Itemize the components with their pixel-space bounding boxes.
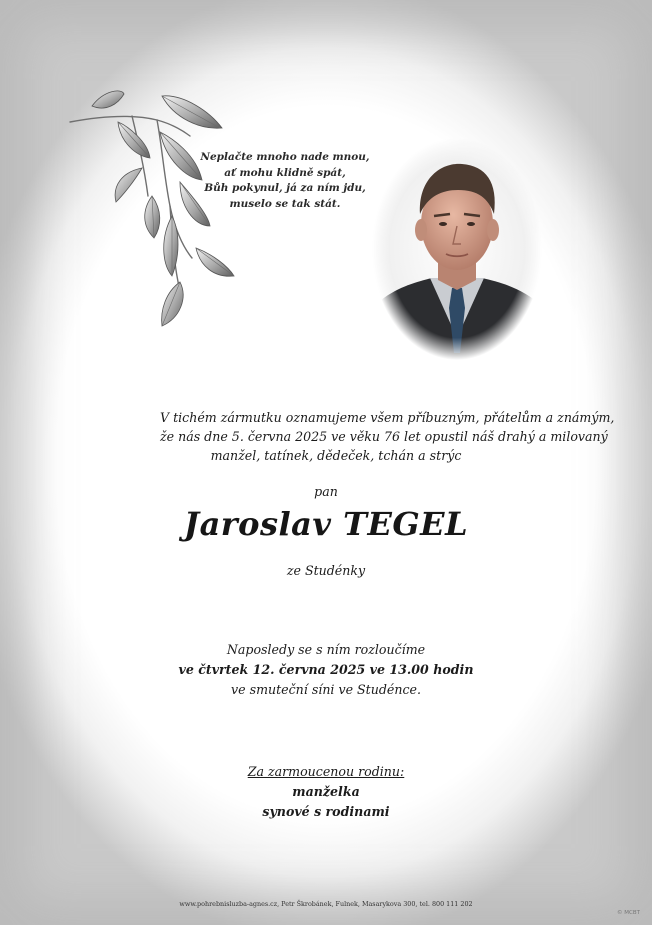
family-signature	[200, 762, 452, 822]
family-member: synové s rodinami	[262, 804, 390, 819]
deceased-name: Jaroslav TEGEL	[183, 505, 469, 543]
farewell-line: Naposledy se s ním rozloučíme	[226, 642, 426, 657]
farewell-info	[140, 640, 512, 700]
funeral-service-footer: www.pohrebnisluzba-agnes.cz, Petr Škrobánek, Fulnek, Masarykova 300, tel. 800 111 202	[179, 900, 473, 908]
salutation: pan	[314, 484, 338, 499]
poem	[196, 150, 374, 212]
announcement-line: že nás dne 5. června 2025 ve věku 76 let opustil náš drahý a milovaný	[160, 429, 608, 444]
poem-line: Neplačte mnoho nade mnou,	[200, 151, 370, 163]
poem-line: ať mohu klidně spát,	[224, 166, 346, 179]
origin: ze Studénky	[286, 563, 366, 578]
farewell-date: ve čtvrtek 12. června 2025 ve 13.00 hodin	[178, 662, 474, 677]
portrait-photo	[372, 138, 542, 360]
poem-line: muselo se tak stát.	[229, 197, 341, 210]
printer-mark: © MCBT	[617, 910, 640, 916]
poem-line: Bůh pokynul, já za ním jdu,	[204, 182, 366, 194]
announcement-line: V tichém zármutku oznamujeme všem příbuzným, přátelům a známým,	[160, 410, 615, 425]
announcement-line: manžel, tatínek, dědeček, tchán a strýc	[210, 448, 462, 463]
family-title: Za zarmoucenou rodinu:	[247, 764, 405, 779]
announcement-text	[160, 408, 615, 465]
family-member: manželka	[292, 784, 360, 799]
portrait-image	[372, 138, 542, 360]
farewell-place: ve smuteční síni ve Studénce.	[231, 682, 421, 697]
